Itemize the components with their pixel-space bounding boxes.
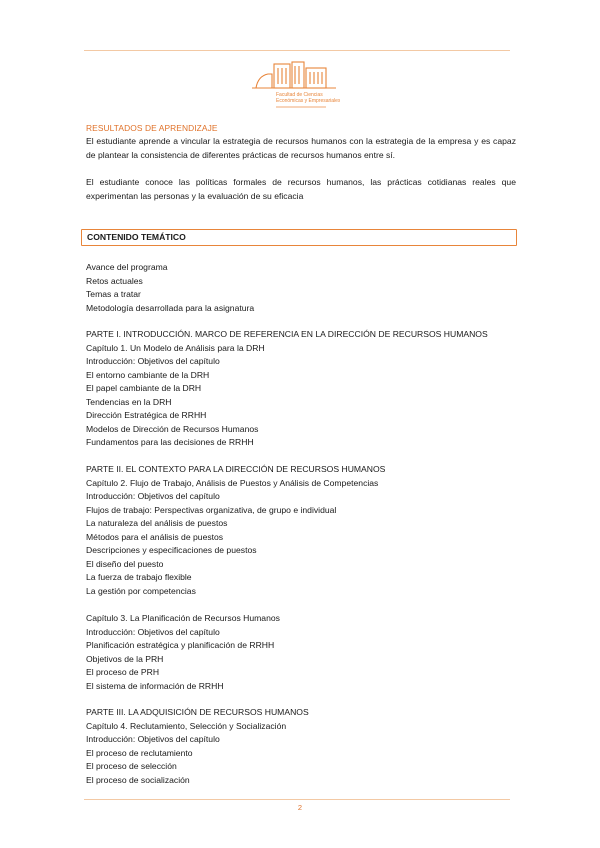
part3-list [86, 706, 309, 787]
content-topics-box [81, 229, 517, 246]
list-item: Planificación estratégica y planificación de RRHH [86, 640, 275, 651]
learning-outcomes-heading: RESULTADOS DE APRENDIZAJE [86, 123, 218, 133]
list-item: El proceso de socialización [86, 774, 190, 785]
svg-text:Facultad de Ciencias: Facultad de Ciencias [276, 92, 323, 98]
list-item: Fundamentos para las decisiones de RRHH [86, 437, 254, 448]
list-item: Objetivos de la PRH [86, 653, 164, 664]
part-heading: PARTE II. EL CONTEXTO PARA LA DIRECCIÓN DE RECURSOS HUMANOS [86, 464, 386, 474]
list-item: Descripciones y especificaciones de puestos [86, 545, 257, 556]
list-item: Introducción: Objetivos del capítulo [86, 491, 220, 502]
list-item: El proceso de PRH [86, 667, 160, 678]
header-rule [84, 50, 510, 51]
content-topics-title: CONTENIDO TEMÁTICO [87, 232, 186, 242]
list-item: Introducción: Objetivos del capítulo [86, 626, 220, 637]
footer-rule [84, 799, 510, 800]
list-item: El papel cambiante de la DRH [86, 383, 202, 394]
list-item: El entorno cambiante de la DRH [86, 369, 210, 380]
list-item: El sistema de información de RRHH [86, 680, 224, 691]
list-item: Dirección Estratégica de RRHH [86, 410, 207, 421]
list-item: Modelos de Dirección de Recursos Humanos [86, 423, 259, 434]
list-item: Tendencias en la DRH [86, 396, 172, 407]
part-heading: PARTE I. INTRODUCCIÓN. MARCO DE REFERENCIA EN LA DIRECCIÓN DE RECURSOS HUMANOS [86, 329, 488, 339]
learning-paragraph-2: El estudiante conoce las políticas formales de recursos humanos, las prácticas cotidianas reales que experimentan las personas y la evaluación de su eficacia [86, 177, 516, 201]
list-item: Métodos para el análisis de puestos [86, 531, 224, 542]
part1-list [86, 328, 488, 450]
faculty-building-logo-icon [250, 58, 340, 116]
chapter-heading: Capítulo 4. Reclutamiento, Selección y Socialización [86, 720, 287, 731]
list-item: Introducción: Objetivos del capítulo [86, 356, 220, 367]
svg-text:Económicas y Empresariales: Económicas y Empresariales [276, 98, 340, 104]
list-item: El diseño del puesto [86, 558, 164, 569]
list-item: Metodología desarrollada para la asignatura [86, 302, 255, 313]
part-heading: PARTE III. LA ADQUISICIÓN DE RECURSOS HUMANOS [86, 707, 309, 717]
learning-paragraph-1: El estudiante aprende a vincular la estrategia de recursos humanos con la estrategia de la empresa y es capaz de plantear la consistencia de diferentes prácticas de recursos humanos entre sí. [86, 136, 516, 160]
list-item: La gestión por competencias [86, 585, 196, 596]
chapter-heading: Capítulo 3. La Planificación de Recursos Humanos [86, 613, 280, 623]
list-item: La naturaleza del análisis de puestos [86, 518, 228, 529]
list-item: Retos actuales [86, 275, 143, 286]
list-item: Flujos de trabajo: Perspectivas organizativa, de grupo e individual [86, 504, 337, 515]
list-item: El proceso de reclutamiento [86, 747, 193, 758]
part2-list [86, 463, 385, 598]
list-item: Avance del programa [86, 262, 168, 272]
list-item: Temas a tratar [86, 289, 141, 300]
list-item: La fuerza de trabajo flexible [86, 572, 192, 583]
list-item: Introducción: Objetivos del capítulo [86, 734, 220, 745]
list-item: El proceso de selección [86, 761, 177, 772]
page-number: 2 [297, 803, 303, 812]
chapter-heading: Capítulo 1. Un Modelo de Análisis para la DRH [86, 342, 265, 353]
chapter-heading: Capítulo 2. Flujo de Trabajo, Análisis de Puestos y Análisis de Competencias [86, 477, 379, 488]
chapter3-list [86, 612, 280, 693]
intro-list [86, 261, 254, 315]
